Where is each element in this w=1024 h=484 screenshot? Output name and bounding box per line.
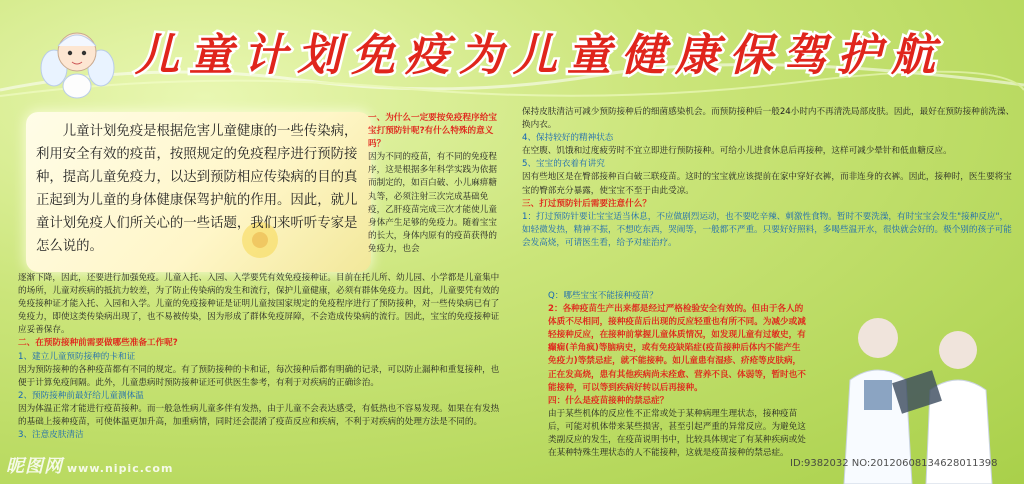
question-four-title: 四：什么是疫苗接种的禁忌症？ [548, 395, 669, 406]
question-two-title: 二、在预防接种前需要做哪些准备工作呢? [18, 338, 178, 349]
question-four-body: 由于某些机体的反应性不正常或处于某种病理生理状态，接种疫苗后，可能对机体带来某些损害，甚至引起严重的异常反应。为避免这类副反应的发生，在疫苗说明书中，比较具体规定了有某种疾病或处在某种特殊生理状态的人不能接种，这就是疫苗接种的禁忌症。 [548, 408, 806, 459]
step-five-title: 5、宝宝的衣着有讲究 [522, 159, 605, 170]
answer-two: 2：各种疫苗生产出来都是经过严格检验安全有效的。但由于各人的体质不尽相同，接种疫苗后出现的反应轻重也有所不同。为减少或减轻接种反应，在接种前掌握儿童体质情况，如发现儿童有过敏史，有癫痫(羊角疯)等脑病史，或有免疫缺陷症(疫苗接种后体内不能产生免疫力)等禁忌症，就不能接种。如儿童患有湿疹、疥疮等皮肤病，正在发高烧，患有其他疾病尚未痊愈、营养不良、体弱等，暂时也不能接种，可以等到疾病好转以后再接种。 [548, 304, 806, 393]
question-one-title: 一、为什么一定要按免疫程序给宝宝打预防针呢?有什么特殊的意义吗？ [368, 113, 497, 150]
step-five-body: 因有些地区是在臀部接种百白破三联疫苗。这时的宝宝就应该提前在家中穿好衣裤，而非连身的衣裤。因此，接种时，医生要将宝宝的臀部充分暴露，使宝宝不至于由此受凉。 [522, 172, 1012, 196]
step-one-body: 因为预防接种的各种疫苗都有不同的规定。有了预防接种的卡和证，每次接种后都有明确的记录，可以防止漏种和重复接种，也便于计算免疫间隔。此外，儿童患病时预防接种证还可供医生参考，有利于对疾病的正确诊治。 [18, 364, 500, 388]
step-three-title: 3、注意皮肤清洁 [18, 430, 84, 441]
watermark-id: ID:9382032 NO:20120608134628011398 [790, 458, 998, 469]
step-one-title: 1、建立儿童预防接种的卡和证 [18, 351, 136, 362]
right-top-section [522, 106, 1016, 250]
question-three-body: 1：打过预防针要让宝宝适当休息，不应做剧烈运动，也不要吃辛辣、刺激性食物。暂时不要洗澡，有时宝宝会发生"接种反应"，如轻微发热，精神不振，不想吃东西，哭闹等，一般都不严重。只要好好照料，多喝些温开水，很快就会好的。极个别的孩子可能会发高烧，可请医生看，给予对症治疗。 [522, 211, 1012, 248]
step-two-body: 因为体温正常才能进行疫苗接种。而一般急性病儿童多伴有发热，由于儿童不会表达感受，有低热也不容易发现。如果在有发热的基础上接种疫苗，可使体温更加升高，加重病情，同时还会混淆了疫苗反应和疾病，不利于对疾病的处理方法是不同的。 [18, 403, 500, 428]
svg-text:儿童计划免疫为儿童健康保驾护航: 儿童计划免疫为儿童健康保驾护航 [135, 30, 945, 81]
step-two-title: 2、预防接种前最好给儿童测体温 [18, 390, 144, 401]
step-three-body: 保持皮肤清洁可减少预防接种后的细菌感染机会。而预防接种后一般24小时内不再清洗局部皮肤。因此，最好在预防接种前洗澡、换内衣。 [522, 107, 1015, 131]
question-which-babies: Q：哪些宝宝不能接种疫苗？ [548, 291, 658, 301]
step-four-title: 4、保持较好的精神状态 [522, 133, 614, 144]
page-title [100, 20, 980, 90]
question-three-title: 三、打过预防针后需要注意什么？ [522, 198, 651, 209]
step-four-body: 在空腹、饥饿和过度疲劳时不宜立即进行预防接种。可给小儿进食休息后再接种，这样可减少晕针和低血糖反应。 [522, 146, 952, 157]
right-bottom-section [548, 290, 806, 460]
question-one-column [368, 112, 500, 256]
doctors-illustration [808, 300, 1018, 484]
watermark-logo: 昵图网 www.nipic.com [6, 456, 174, 477]
left-bottom-section [18, 272, 504, 442]
question-one-body: 因为不同的疫苗，有不同的免疫程序，这是根据多年科学实践为依据而制定的，如百白破、小儿麻痹糖丸等，必须注射三次完成基础免疫，乙肝疫苗完成三次才能使儿童身体产生足够的免疫力。随着宝宝的长大，身体内原有的疫苗获得的免疫力，也会 [368, 152, 497, 254]
question-one-continued: 逐渐下降，因此，还要进行加强免疫。儿童入托、入园、入学要凭有效免疫接种证。目前在托儿所、幼儿园、小学都是儿童集中的场所，儿童对疾病的抵抗力较差，为了防止传染病的发生和流行，保护儿童健康，必须有群体免疫力。因此，儿童要凭有效的免疫接种证才能入托、入园和入学。儿童的免疫接种证是证明儿童按国家规定的免疫程序进行了预防接种，对一些传染病已有了免疫力，即使这类传染病出现了，也不易被传染，因为形成了群体免疫屏障，不会造成传染病的流行。因此，宝宝的免疫接种证应妥善保存。 [18, 273, 500, 336]
intro-paragraph: 儿童计划免疫是根据危害儿童健康的一些传染病，利用安全有效的疫苗，按照规定的免疫程序进行预防接种，提高儿童免疫力，以达到预防相应传染病的目的真正起到为儿童的身体健康保驾护航的作用。因此，就儿童计划免疫人们所关心的一些话题，我们来听听专家是怎么说的。 [36, 124, 358, 254]
